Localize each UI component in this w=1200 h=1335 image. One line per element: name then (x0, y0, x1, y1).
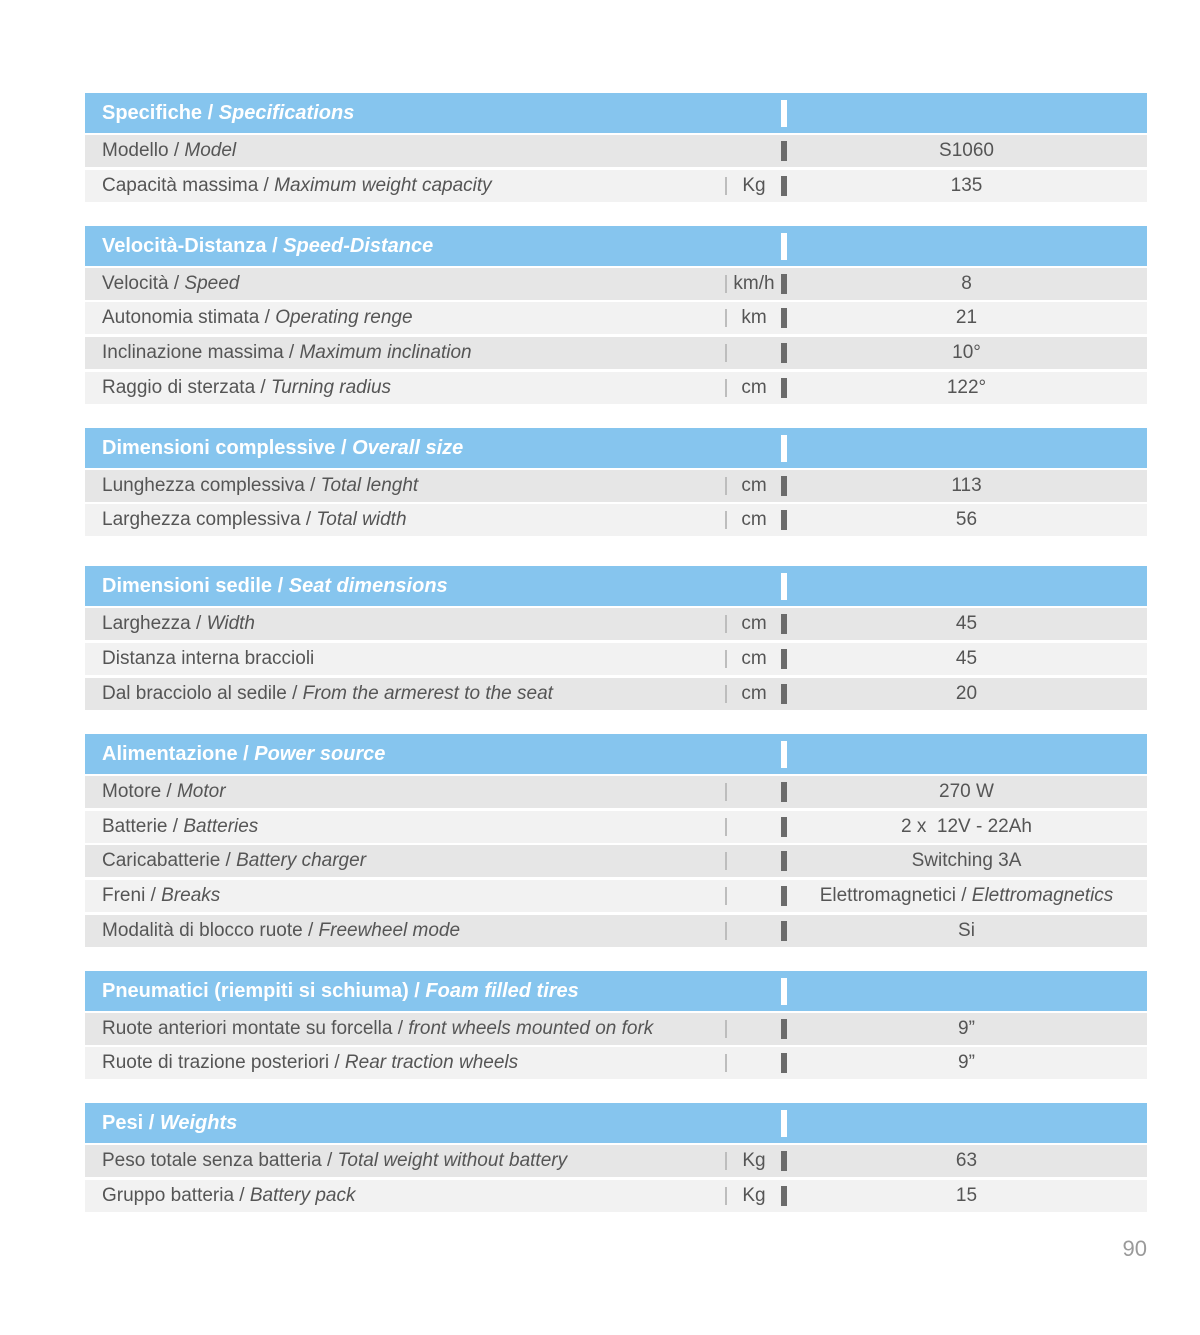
row-value: 20 (955, 682, 978, 704)
row-unit: cm (741, 613, 767, 635)
table-row (85, 811, 1147, 843)
column-divider (781, 274, 787, 294)
row-unit: km (741, 307, 767, 329)
unit-separator (725, 344, 727, 362)
table-row (85, 337, 1147, 369)
section-title: Dimensioni sedile / Seat dimensions (102, 575, 448, 598)
row-label: Velocità / Speed (102, 272, 240, 294)
column-divider (781, 649, 787, 669)
column-divider (781, 817, 787, 837)
column-divider (781, 851, 787, 871)
unit-separator (725, 511, 727, 529)
row-label: Inclinazione massima / Maximum inclination (102, 342, 472, 364)
column-divider (781, 921, 787, 941)
section-foam-filled-tires (85, 971, 1147, 1080)
unit-separator (725, 477, 727, 495)
row-label: Dal bracciolo al sedile / From the armerest to the seat (102, 682, 553, 704)
row-value: 8 (961, 272, 972, 294)
column-divider (781, 141, 787, 161)
row-label: Peso totale senza batteria / Total weight without battery (102, 1150, 568, 1172)
row-unit: cm (741, 474, 767, 496)
row-value: 10° (952, 342, 981, 364)
row-unit: cm (741, 648, 767, 670)
row-value: 21 (955, 307, 978, 329)
row-label: Ruote anteriori montate su forcella / front wheels mounted on fork (102, 1017, 654, 1039)
row-value: 9” (958, 1052, 975, 1074)
unit-separator (725, 379, 727, 397)
column-divider (781, 1053, 787, 1073)
header-divider (781, 978, 787, 1005)
row-label: Batterie / Batteries (102, 815, 259, 837)
row-value: 15 (955, 1184, 978, 1206)
unit-separator (725, 783, 727, 801)
row-value: Switching 3A (911, 850, 1022, 872)
row-label: Lunghezza complessiva / Total lenght (102, 474, 419, 496)
column-divider (781, 308, 787, 328)
column-divider (781, 1186, 787, 1206)
row-unit: cm (741, 682, 767, 704)
header-divider (781, 435, 787, 462)
unit-separator (725, 1054, 727, 1072)
row-value: 135 (950, 174, 983, 196)
table-row (85, 504, 1147, 536)
section-seat-dimensions (85, 566, 1147, 709)
header-divider (781, 573, 787, 600)
row-unit: Kg (742, 174, 766, 196)
unit-separator (725, 1152, 727, 1170)
unit-separator (725, 177, 727, 195)
row-value: 122° (946, 376, 987, 398)
unit-separator (725, 1187, 727, 1205)
column-divider (781, 1019, 787, 1039)
section-power-source (85, 734, 1147, 947)
header-divider (781, 741, 787, 768)
column-divider (781, 510, 787, 530)
row-label: Freni / Breaks (102, 884, 221, 906)
column-divider (781, 1151, 787, 1171)
table-row (85, 470, 1147, 502)
row-unit: km/h (733, 272, 775, 294)
table-row (85, 915, 1147, 947)
table-row (85, 135, 1147, 167)
row-value: 113 (951, 474, 982, 496)
section-specifications (85, 93, 1147, 202)
section-title: Specifiche / Specifications (102, 102, 355, 124)
row-value: 45 (955, 613, 978, 635)
section-weights (85, 1103, 1147, 1212)
section-header (85, 734, 1147, 774)
unit-separator (725, 818, 727, 836)
row-label: Capacità massima / Maximum weight capacity (102, 174, 492, 196)
unit-separator (725, 922, 727, 940)
row-value: 63 (955, 1150, 978, 1172)
row-label: Raggio di sterzata / Turning radius (102, 376, 392, 398)
section-title: Dimensioni complessive / Overall size (102, 436, 464, 459)
section-overall-size (85, 428, 1147, 537)
section-speed-distance (85, 226, 1147, 404)
table-row (85, 845, 1147, 877)
unit-separator (725, 615, 727, 633)
unit-separator (725, 852, 727, 870)
row-value: 9” (958, 1017, 975, 1039)
column-divider (781, 343, 787, 363)
row-label: Ruote di trazione posteriori / Rear traction wheels (102, 1052, 519, 1074)
unit-separator (725, 309, 727, 327)
row-value: Elettromagnetici / Elettromagnetics (819, 884, 1114, 906)
row-unit: Kg (742, 1184, 766, 1206)
table-row (85, 608, 1147, 640)
table-row (85, 1047, 1147, 1079)
table-row (85, 268, 1147, 300)
row-label: Autonomia stimata / Operating renge (102, 307, 413, 329)
section-title: Pesi / Weights (102, 1112, 238, 1135)
unit-separator (725, 685, 727, 703)
table-row (85, 1145, 1147, 1177)
row-value: 2 x 12V - 22Ah (901, 815, 1032, 837)
section-title: Pneumatici (riempiti si schiuma) / Foam filled tires (102, 979, 579, 1002)
header-divider (781, 233, 787, 260)
table-row (85, 880, 1147, 912)
row-label: Larghezza complessiva / Total width (102, 509, 407, 531)
row-label: Modalità di blocco ruote / Freewheel mode (102, 919, 461, 941)
section-header (85, 226, 1147, 266)
table-row (85, 678, 1147, 710)
section-title: Alimentazione / Power source (102, 742, 386, 765)
section-title: Velocità-Distanza / Speed-Distance (102, 234, 434, 257)
header-divider (781, 100, 787, 127)
row-value: S1060 (939, 140, 994, 161)
table-row (85, 302, 1147, 334)
section-header (85, 1103, 1147, 1143)
row-label: Caricabatterie / Battery charger (102, 850, 367, 872)
row-label: Distanza interna braccioli (102, 648, 315, 670)
page-number: 90 (1122, 1236, 1147, 1261)
unit-separator (725, 275, 727, 293)
column-divider (781, 886, 787, 906)
section-header (85, 566, 1147, 606)
column-divider (781, 476, 787, 496)
unit-separator (725, 887, 727, 905)
table-row (85, 643, 1147, 675)
section-header (85, 428, 1147, 468)
table-row (85, 170, 1147, 202)
row-label: Motore / Motor (102, 780, 226, 802)
row-label: Gruppo batteria / Battery pack (102, 1184, 356, 1206)
section-header (85, 971, 1147, 1011)
header-divider (781, 1110, 787, 1137)
row-value: 270 W (939, 780, 994, 802)
table-row (85, 1013, 1147, 1045)
table-row (85, 372, 1147, 404)
row-value: 45 (955, 648, 978, 670)
column-divider (781, 782, 787, 802)
row-unit: cm (741, 376, 767, 398)
table-row (85, 776, 1147, 808)
table-row (85, 1180, 1147, 1212)
row-value: Si (958, 919, 975, 941)
column-divider (781, 378, 787, 398)
unit-separator (725, 650, 727, 668)
column-divider (781, 176, 787, 196)
unit-separator (725, 1020, 727, 1038)
row-unit: cm (741, 509, 767, 531)
spec-sheet (85, 93, 1147, 1236)
row-value: 56 (955, 509, 978, 531)
row-label: Larghezza / Width (102, 613, 255, 635)
section-header (85, 93, 1147, 133)
row-unit: Kg (742, 1150, 766, 1172)
column-divider (781, 684, 787, 704)
column-divider (781, 614, 787, 634)
row-label: Modello / Model (102, 140, 237, 161)
